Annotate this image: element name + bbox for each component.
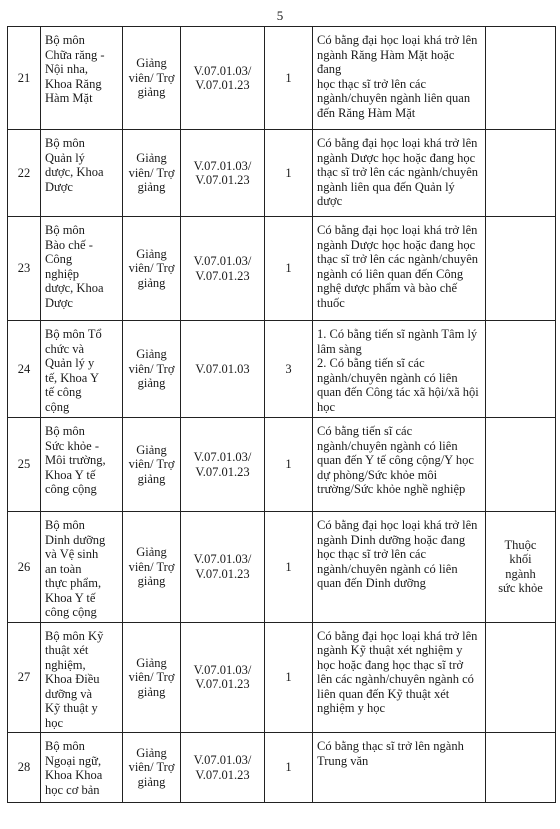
row-number: 22 xyxy=(8,130,41,217)
quantity-cell: 1 xyxy=(265,217,313,321)
department-cell: Bộ môn Ngoại ngữ, Khoa Khoa học cơ bản xyxy=(41,733,123,803)
requirement-cell: Có bằng đại học loại khá trở lên ngành Dược học hoặc đang học thạc sĩ trở lên các ngành/chuyên ngành có liên quan đến Công nghệ dược phẩm và bào chế thuốc xyxy=(313,217,486,321)
note-cell xyxy=(486,622,556,733)
position-title-cell: Giảng viên/ Trợ giảng xyxy=(123,418,181,512)
department-cell: Bộ môn Dinh dưỡng và Vệ sinh an toàn thực phẩm, Khoa Y tế công cộng xyxy=(41,512,123,623)
row-number: 23 xyxy=(8,217,41,321)
page-number: 5 xyxy=(276,8,284,23)
note-cell xyxy=(486,733,556,803)
table-row xyxy=(8,130,556,217)
table-row xyxy=(8,27,556,130)
position-title-cell: Giảng viên/ Trợ giảng xyxy=(123,733,181,803)
position-title-cell: Giảng viên/ Trợ giảng xyxy=(123,130,181,217)
position-code-cell: V.07.01.03/ V.07.01.23 xyxy=(181,622,265,733)
position-title-cell: Giảng viên/ Trợ giảng xyxy=(123,512,181,623)
requirement-cell: 1. Có bằng tiến sĩ ngành Tâm lý lâm sàng 2. Có bằng tiến sĩ các ngành/chuyên ngành có liên quan đến Công tác xã hội/xã hội học xyxy=(313,321,486,418)
row-number: 27 xyxy=(8,622,41,733)
position-title-cell: Giảng viên/ Trợ giảng xyxy=(123,217,181,321)
table-row xyxy=(8,733,556,803)
requirement-cell: Có bằng đại học loại khá trở lên ngành Dinh dưỡng hoặc đang học thạc sĩ trở lên các ngành/chuyên ngành có liên quan đến Dinh dưỡng xyxy=(313,512,486,623)
requirement-cell: Có bằng tiến sĩ các ngành/chuyên ngành có liên quan đến Y tế công cộng/Y học dự phòng/Sức khỏe môi trường/Sức khỏe nghề nghiệp xyxy=(313,418,486,512)
table-row xyxy=(8,512,556,623)
position-title-cell: Giảng viên/ Trợ giảng xyxy=(123,27,181,130)
row-number: 24 xyxy=(8,321,41,418)
row-number: 21 xyxy=(8,27,41,130)
requirement-cell: Có bằng thạc sĩ trở lên ngành Trung văn xyxy=(313,733,486,803)
department-cell: Bộ môn Kỹ thuật xét nghiệm, Khoa Điều dưỡng và Kỹ thuật y học xyxy=(41,622,123,733)
note-cell xyxy=(486,27,556,130)
department-cell: Bộ môn Chữa răng - Nội nha, Khoa Răng Hàm Mặt xyxy=(41,27,123,130)
table-row xyxy=(8,321,556,418)
table-row xyxy=(8,622,556,733)
position-code-cell: V.07.01.03/ V.07.01.23 xyxy=(181,130,265,217)
note-cell xyxy=(486,418,556,512)
quantity-cell: 1 xyxy=(265,130,313,217)
note-cell xyxy=(486,130,556,217)
position-code-cell: V.07.01.03/ V.07.01.23 xyxy=(181,512,265,623)
note-cell xyxy=(486,217,556,321)
quantity-cell: 1 xyxy=(265,512,313,623)
position-code-cell: V.07.01.03/ V.07.01.23 xyxy=(181,217,265,321)
table-body xyxy=(8,27,556,803)
row-number: 26 xyxy=(8,512,41,623)
department-cell: Bộ môn Sức khỏe - Môi trường, Khoa Y tế công cộng xyxy=(41,418,123,512)
requirement-cell: Có bằng đại học loại khá trở lên ngành Răng Hàm Mặt hoặc đang học thạc sĩ trở lên các ngành/chuyên ngành liên quan đến Răng Hàm Mặt xyxy=(313,27,486,130)
table-row xyxy=(8,418,556,512)
quantity-cell: 3 xyxy=(265,321,313,418)
position-title-cell: Giảng viên/ Trợ giảng xyxy=(123,622,181,733)
position-code-cell: V.07.01.03/ V.07.01.23 xyxy=(181,418,265,512)
row-number: 25 xyxy=(8,418,41,512)
table-row xyxy=(8,217,556,321)
note-cell: Thuộc khối ngành sức khỏe xyxy=(486,512,556,623)
position-code-cell: V.07.01.03/ V.07.01.23 xyxy=(181,733,265,803)
quantity-cell: 1 xyxy=(265,418,313,512)
note-cell xyxy=(486,321,556,418)
quantity-cell: 1 xyxy=(265,733,313,803)
position-code-cell: V.07.01.03 xyxy=(181,321,265,418)
quantity-cell: 1 xyxy=(265,622,313,733)
quantity-cell: 1 xyxy=(265,27,313,130)
recruitment-table xyxy=(7,26,556,803)
department-cell: Bộ môn Bào chế - Công nghiệp dược, Khoa Dược xyxy=(41,217,123,321)
department-cell: Bộ môn Tổ chức và Quản lý y tế, Khoa Y tế công cộng xyxy=(41,321,123,418)
position-code-cell: V.07.01.03/ V.07.01.23 xyxy=(181,27,265,130)
department-cell: Bộ môn Quản lý dược, Khoa Dược xyxy=(41,130,123,217)
row-number: 28 xyxy=(8,733,41,803)
position-title-cell: Giảng viên/ Trợ giảng xyxy=(123,321,181,418)
requirement-cell: Có bằng đại học loại khá trở lên ngành Dược học hoặc đang học thạc sĩ trở lên các ngành/chuyên ngành liên qua đến Quản lý dược xyxy=(313,130,486,217)
requirement-cell: Có bằng đại học loại khá trở lên ngành Kỹ thuật xét nghiệm y học hoặc đang học thạc sĩ trở lên các ngành/chuyên ngành có liên quan đến Kỹ thuật xét nghiệm y học xyxy=(313,622,486,733)
